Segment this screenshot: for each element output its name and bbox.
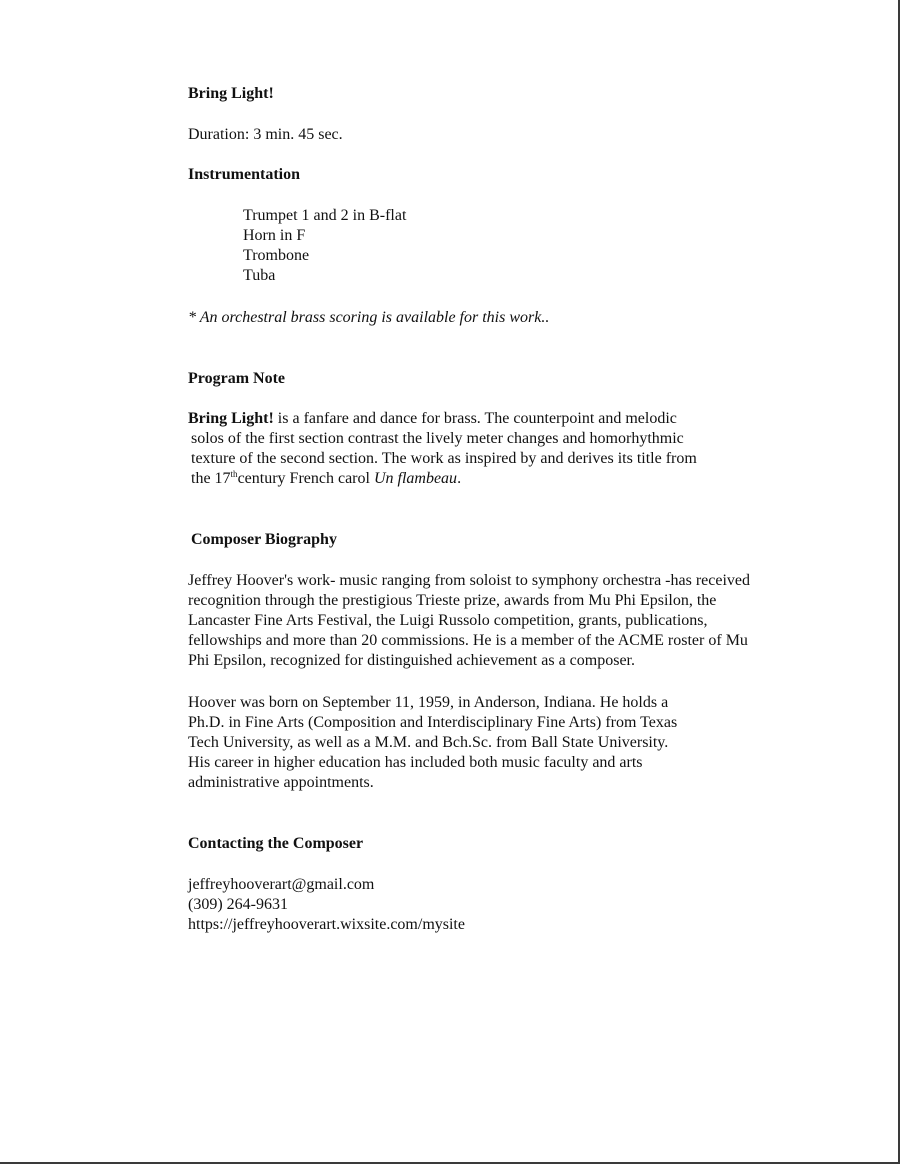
program-note-heading: Program Note: [188, 370, 285, 387]
program-note-line1-text: is a fanfare and dance for brass. The counterpoint and melodic: [273, 410, 677, 427]
biography-paragraph-1: [188, 571, 750, 671]
program-note-line: [188, 469, 697, 489]
biography-line: fellowships and more than 20 commissions. He is a member of the ACME roster of Mu: [188, 632, 748, 649]
biography-line: Tech University, as well as a M.M. and Bch.Sc. from Ball State University.: [188, 734, 669, 751]
contact-email[interactable]: jeffreyhooverart@gmail.com: [188, 876, 375, 893]
instrument-list: [243, 206, 406, 286]
ordinal-suffix: th: [230, 469, 238, 479]
program-note-lead-title: Bring Light!: [188, 410, 274, 427]
orchestral-scoring-note: * An orchestral brass scoring is available for this work..: [188, 309, 550, 326]
contact-details: [188, 875, 465, 935]
sentence-end: .: [457, 470, 462, 487]
instrument-item: Trombone: [243, 247, 310, 264]
biography-paragraph-2: [188, 693, 677, 793]
carol-title: Un flambeau: [373, 470, 458, 487]
biography-line: Hoover was born on September 11, 1959, in Anderson, Indiana. He holds a: [188, 694, 669, 711]
contact-website[interactable]: https://jeffreyhooverart.wixsite.com/mysite: [188, 916, 465, 933]
program-note-line: [188, 409, 697, 429]
biography-line: recognition through the prestigious Trieste prize, awards from Mu Phi Epsilon, the: [188, 592, 717, 609]
biography-line: Lancaster Fine Arts Festival, the Luigi Russolo competition, grants, publications,: [188, 612, 708, 629]
biography-line: Jeffrey Hoover's work- music ranging from soloist to symphony orchestra -has received: [188, 572, 750, 589]
duration-text: Duration: 3 min. 45 sec.: [188, 126, 343, 143]
contact-phone: (309) 264-9631: [188, 896, 288, 913]
biography-line: Ph.D. in Fine Arts (Composition and Interdisciplinary Fine Arts) from Texas: [188, 714, 678, 731]
biography-line: administrative appointments.: [188, 774, 374, 791]
program-note-line: texture of the second section. The work as inspired by and derives its title from: [191, 450, 697, 467]
program-note-line: solos of the first section contrast the lively meter changes and homorhythmic: [191, 430, 684, 447]
instrument-item: Horn in F: [243, 227, 306, 244]
instrument-item: Tuba: [243, 267, 276, 284]
biography-line: His career in higher education has included both music faculty and arts: [188, 754, 643, 771]
instrument-item: Trumpet 1 and 2 in B-flat: [243, 207, 407, 224]
instrumentation-heading: Instrumentation: [188, 166, 301, 183]
piece-title: Bring Light!: [188, 85, 274, 102]
program-note-body: [188, 409, 697, 489]
biography-line: Phi Epsilon, recognized for distinguished achievement as a composer.: [188, 652, 635, 669]
composer-biography-heading: Composer Biography: [191, 531, 337, 548]
contact-heading: Contacting the Composer: [188, 835, 364, 852]
century-prefix: the 17: [191, 470, 231, 487]
century-text: century French carol: [237, 470, 374, 487]
